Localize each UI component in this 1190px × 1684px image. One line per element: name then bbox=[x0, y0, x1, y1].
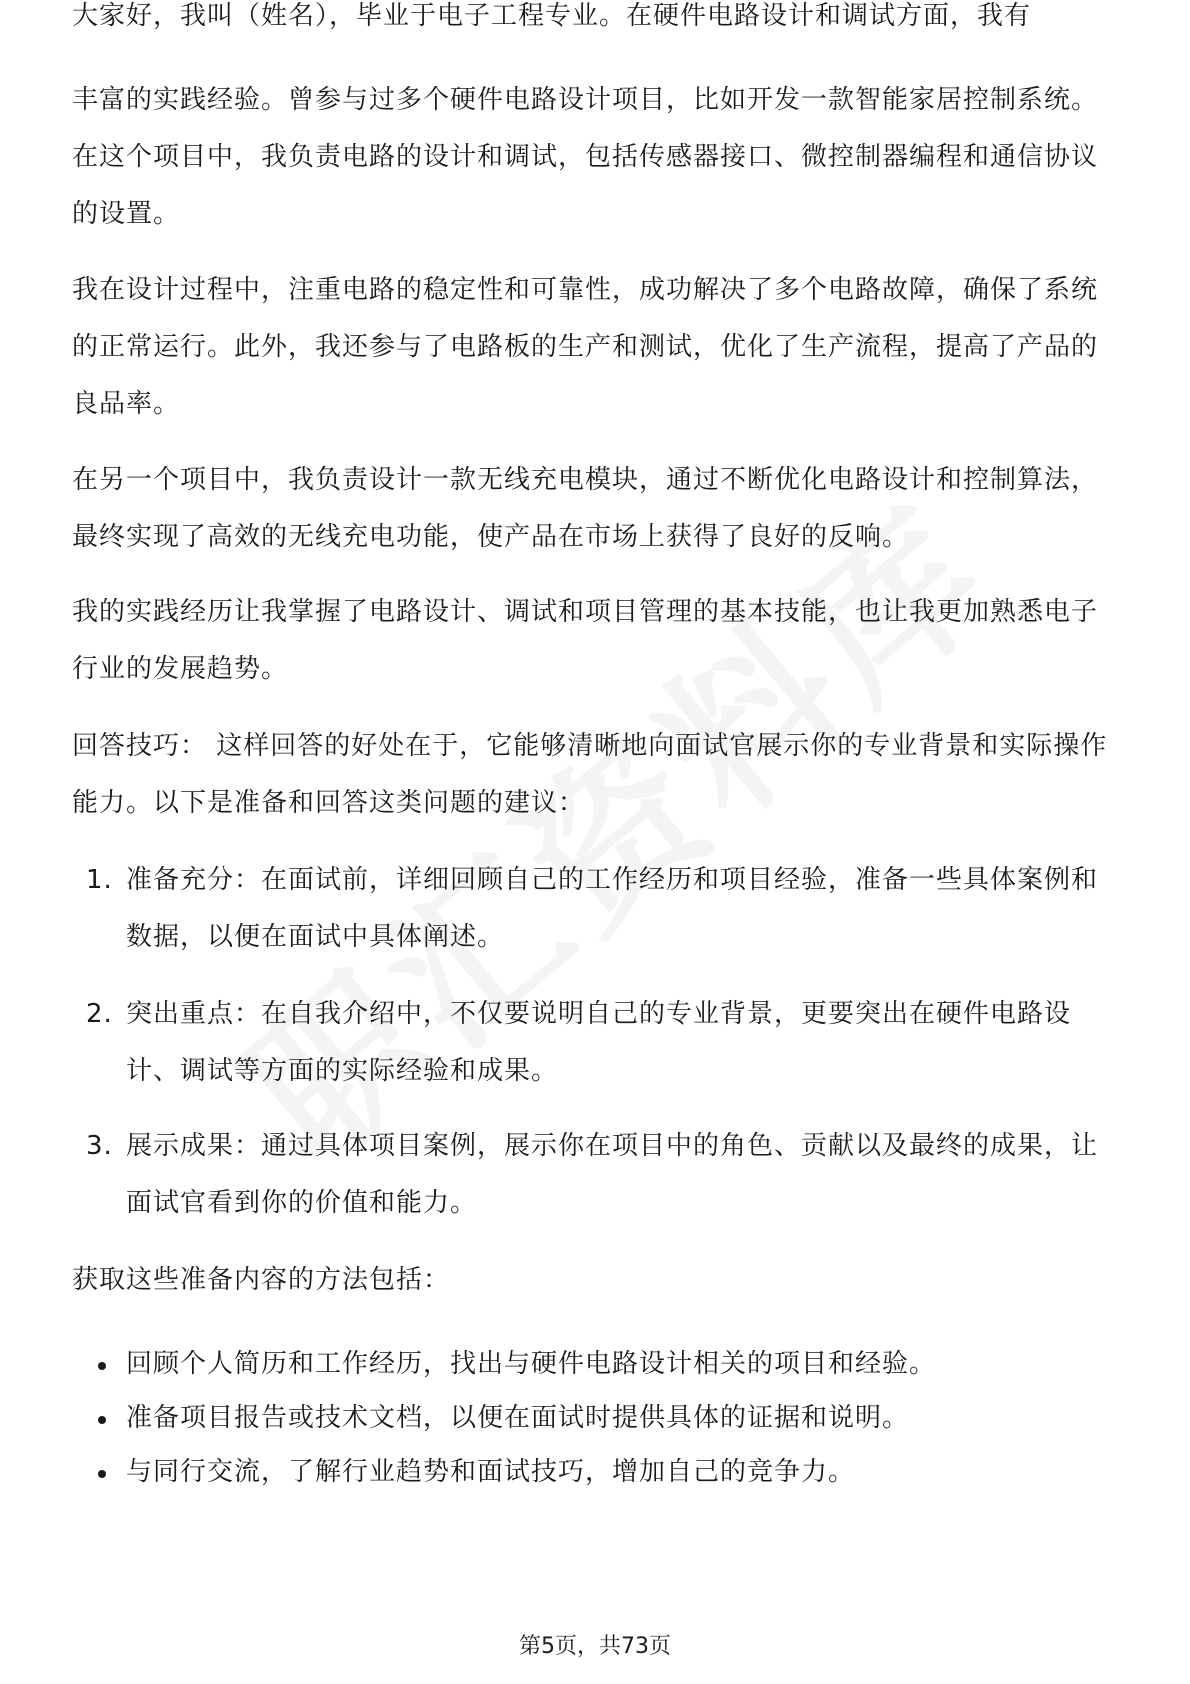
paragraph-wireless-project: 在另一个项目中，我负责设计一款无线充电模块，通过不断优化电路设计和控制算法，最终实现了高效的无线充电功能，使产品在市场上获得了良好的反响。 bbox=[72, 465, 1099, 552]
paragraph-intro-cut-line bbox=[72, 1, 1122, 75]
list-number: 1. bbox=[86, 865, 113, 895]
bullet-item-text: 准备项目报告或技术文档，以便在面试时提供具体的证据和说明。 bbox=[126, 1403, 910, 1433]
bullet-item-text: 回顾个人简历和工作经历，找出与硬件电路设计相关的项目和经验。 bbox=[126, 1349, 937, 1379]
list-number: 3. bbox=[86, 1131, 113, 1161]
list-item-text: 准备充分：在面试前，详细回顾自己的工作经历和项目经验，准备一些具体案例和数据，以便在面试中具体阐述。 bbox=[126, 865, 1099, 952]
list-item-text: 突出重点：在自我介绍中，不仅要说明自己的专业背景，更要突出在硬件电路设计、调试等方面的实际经验和成果。 bbox=[126, 999, 1072, 1086]
paragraph-answer-tips: 回答技巧： 这样回答的好处在于，它能够清晰地向面试官展示你的专业背景和实际操作能力。以下是准备和回答这类问题的建议： bbox=[72, 731, 1108, 818]
paragraph-intro-cut-text: 大家好，我叫（姓名），毕业于电子工程专业。在硬件电路设计和调试方面，我有 bbox=[72, 1, 1032, 31]
paragraph-intro: 丰富的实践经验。曾参与过多个硬件电路设计项目，比如开发一款智能家居控制系统。在这个项目中，我负责电路的设计和调试，包括传感器接口、微控制器编程和通信协议的设置。 bbox=[72, 85, 1099, 229]
bullet-dot-icon bbox=[98, 1470, 106, 1478]
paragraph-methods-intro: 获取这些准备内容的方法包括： bbox=[72, 1265, 451, 1295]
paragraph-design-process: 我在设计过程中，注重电路的稳定性和可靠性，成功解决了多个电路故障，确保了系统的正常运行。此外，我还参与了电路板的生产和测试，优化了生产流程，提高了产品的良品率。 bbox=[72, 275, 1099, 419]
bullet-dot-icon bbox=[98, 1362, 106, 1370]
list-item-text: 展示成果：通过具体项目案例，展示你在项目中的角色、贡献以及最终的成果，让面试官看到你的价值和能力。 bbox=[126, 1131, 1099, 1218]
page-number-footer: 第5页，共73页 bbox=[519, 1634, 671, 1659]
bullet-dot-icon bbox=[98, 1416, 106, 1424]
bullet-item-text: 与同行交流，了解行业趋势和面试技巧，增加自己的竞争力。 bbox=[126, 1457, 856, 1487]
paragraph-experience-summary: 我的实践经历让我掌握了电路设计、调试和项目管理的基本技能，也让我更加熟悉电子行业的发展趋势。 bbox=[72, 597, 1099, 684]
list-number: 2. bbox=[86, 999, 113, 1029]
